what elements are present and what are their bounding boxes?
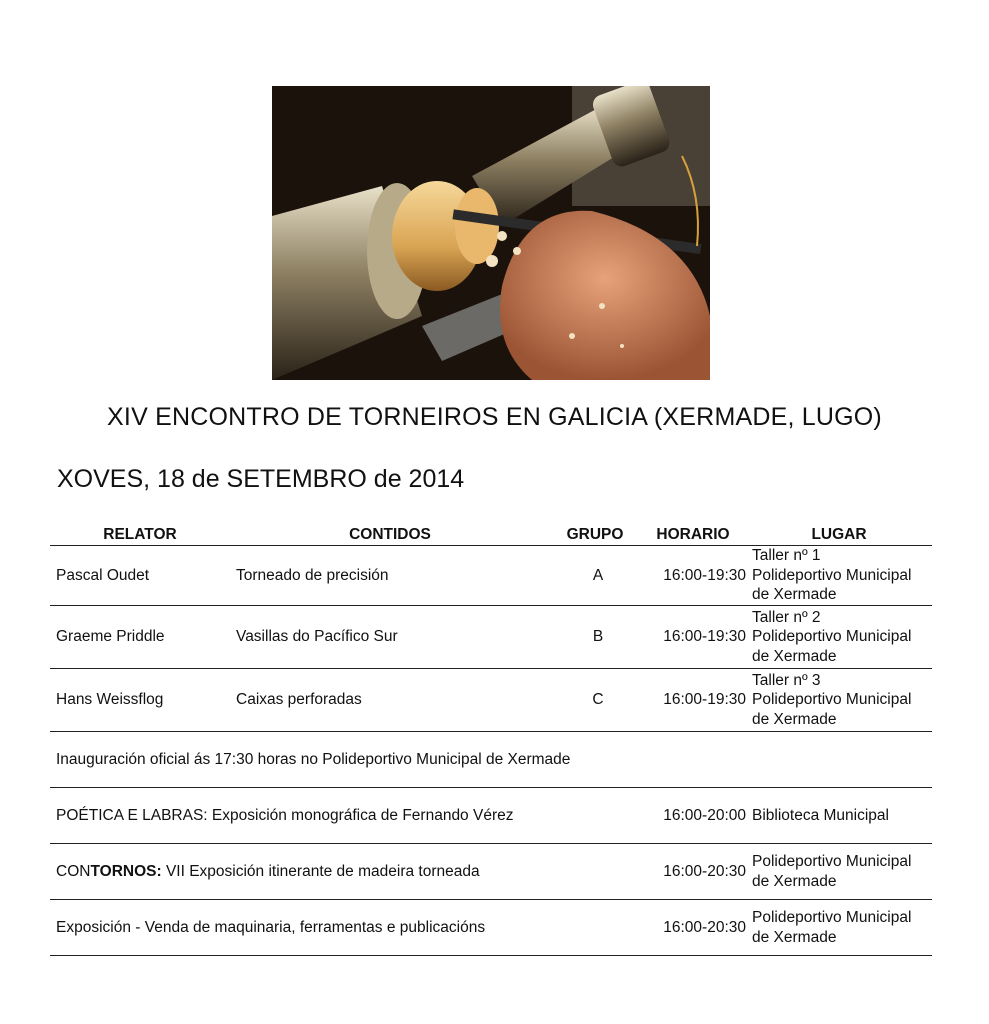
table-row xyxy=(50,546,932,606)
event-text: Exposición - Venda de maquinaria, ferramentas e publicacións xyxy=(50,900,640,956)
lugar-line: Biblioteca Municipal xyxy=(752,806,889,824)
lugar-line: Polideportivo Municipal xyxy=(752,909,912,926)
cell-grupo: A xyxy=(550,546,640,606)
cell-horario: 16:00-19:30 xyxy=(640,669,746,732)
page-title: XIV ENCONTRO DE TORNEIROS EN GALICIA (XERMADE, LUGO) xyxy=(107,403,882,431)
cell-lugar xyxy=(746,546,932,606)
event-lugar xyxy=(746,788,932,844)
lugar-line: Taller nº 1 xyxy=(752,547,821,565)
header-grupo: GRUPO xyxy=(550,524,640,546)
header-horario: HORARIO xyxy=(640,524,746,546)
schedule-table xyxy=(50,524,932,956)
event-text: POÉTICA E LABRAS: Exposición monográfica de Fernando Vérez xyxy=(50,788,640,844)
lugar-line: Polideportivo Municipal xyxy=(752,566,912,584)
lugar-line: Polideportivo Municipal xyxy=(752,853,912,870)
header-contidos: CONTIDOS xyxy=(230,524,550,546)
inauguration-text: Inauguración oficial ás 17:30 horas no Polideportivo Municipal de Xermade xyxy=(50,732,932,788)
wood-lathe-icon xyxy=(272,86,710,380)
cell-grupo: C xyxy=(550,669,640,732)
cell-contidos: Vasillas do Pacífico Sur xyxy=(230,606,550,669)
cell-relator: Graeme Priddle xyxy=(50,606,230,669)
cell-grupo: B xyxy=(550,606,640,669)
cell-contidos: Caixas perforadas xyxy=(230,669,550,732)
cell-lugar xyxy=(746,606,932,669)
event-lugar xyxy=(746,900,932,956)
event-text-bold: TORNOS: xyxy=(90,862,162,880)
lugar-line: Taller nº 2 xyxy=(752,608,821,626)
header-lugar: LUGAR xyxy=(746,524,932,546)
lugar-line: Polideportivo Municipal xyxy=(752,628,912,646)
lugar-line: de Xermade xyxy=(752,928,837,946)
cell-horario: 16:00-19:30 xyxy=(640,606,746,669)
wood-lathe-photo xyxy=(272,86,710,380)
lugar-line: Taller nº 3 xyxy=(752,671,821,689)
event-text xyxy=(50,844,640,900)
event-horario: 16:00-20:30 xyxy=(640,844,746,900)
event-row xyxy=(50,900,932,956)
event-text-prefix: CON xyxy=(56,862,91,880)
lugar-line: de Xermade xyxy=(752,872,837,890)
event-date: XOVES, 18 de SETEMBRO de 2014 xyxy=(57,465,465,493)
cell-relator: Pascal Oudet xyxy=(50,546,230,606)
cell-lugar xyxy=(746,669,932,732)
lugar-line: de Xermade xyxy=(752,586,837,604)
table-row xyxy=(50,669,932,732)
event-horario: 16:00-20:00 xyxy=(640,788,746,844)
table-row xyxy=(50,606,932,669)
lugar-line: de Xermade xyxy=(752,647,837,665)
cell-horario: 16:00-19:30 xyxy=(640,546,746,606)
event-text-rest: VII Exposición itinerante de madeira torneada xyxy=(161,862,480,880)
cell-contidos: Torneado de precisión xyxy=(230,546,550,606)
lugar-line: de Xermade xyxy=(752,710,837,728)
table-header-row xyxy=(50,524,932,546)
inauguration-row xyxy=(50,732,932,788)
event-lugar xyxy=(746,844,932,900)
event-row xyxy=(50,788,932,844)
cell-relator: Hans Weissflog xyxy=(50,669,230,732)
event-row xyxy=(50,844,932,900)
event-horario: 16:00-20:30 xyxy=(640,900,746,956)
lugar-line: Polideportivo Municipal xyxy=(752,691,912,709)
header-relator: RELATOR xyxy=(50,524,230,546)
